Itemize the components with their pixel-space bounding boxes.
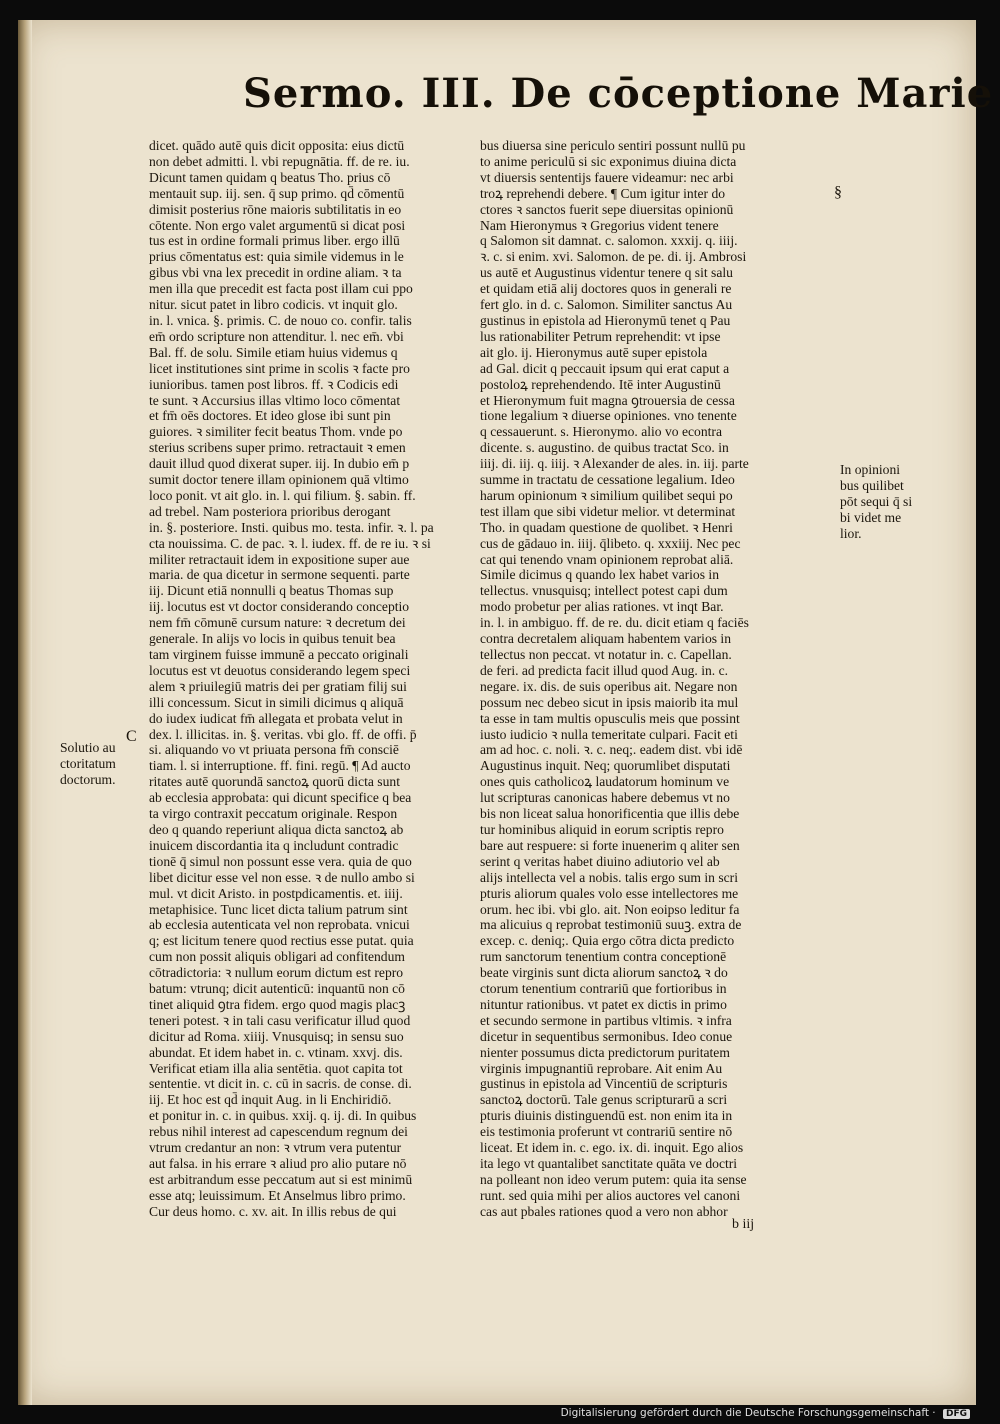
- text-line: inuicem discordantia ita q includunt contradic: [149, 837, 399, 853]
- text-line: de feri. ad predicta facit illud quod Aug. in. c.: [480, 662, 729, 678]
- text-line: to anime periculū si sic exponimus diuina dicta: [480, 153, 737, 169]
- marginal-note-line: ctoritatum: [60, 756, 116, 771]
- marginal-note-line: pōt sequi q̄ si: [840, 494, 913, 509]
- text-line: excep. c. deniq;. Quia ergo cōtra dicta predicto: [480, 933, 735, 949]
- text-line: iij. Dicunt etiā nonnulli q beatus Thomas sup: [149, 583, 394, 599]
- text-line: bis non liceat salua honorificentia que illis debe: [480, 806, 740, 822]
- text-line: loco ponit. vt ait glo. in. l. qui filium. §. sabin. ff.: [149, 487, 416, 503]
- text-line: nem fm̄ cōmunē cursum nature: ꝛ decretum dei: [149, 615, 406, 631]
- text-column-right: [480, 138, 798, 1220]
- text-line: cat qui tenendo vnam opinionem reprobat aliā.: [480, 551, 734, 567]
- text-line: tus est in ordine formali primus liber. ergo illū: [149, 233, 400, 249]
- text-line: possum nec debeo sicut in ipsis maiorib ita mul: [480, 694, 739, 710]
- text-line: pturis diuinis distinguendū est. non enim ita in: [480, 1108, 733, 1124]
- text-line: gibus vbi vna lex precedit in ordine aliam. ꝛ ta: [149, 265, 402, 281]
- text-line: te sunt. ꝛ Accursius illas vltimo loco cōmentat: [149, 392, 401, 408]
- text-line: iiij. di. iij. q. iiij. ꝛ Alexander de ales. in. iij. parte: [480, 456, 749, 472]
- page-gutter-edge: [18, 20, 32, 1405]
- text-line: iunioribus. tamen post libros. ff. ꝛ Codicis edi: [149, 376, 399, 392]
- text-line: gustinus in epistola ad Hieronymū tenet q Pau: [480, 312, 731, 328]
- text-line: cōtradictoria: ꝛ nullum eorum dictum est repro: [149, 965, 404, 981]
- text-line: bare aut respuere: si forte inuenerim q aliter sen: [480, 837, 740, 853]
- text-line: et ponitur in. c. in quibus. xxij. q. ij. di. In quibus: [149, 1108, 417, 1124]
- text-line: in. §. posteriore. Insti. quibus mo. testa. infir. ꝛ. l. pa: [149, 519, 434, 535]
- text-line: dauit illud quod dixerat super. iij. In dubio em̄ p: [149, 456, 410, 472]
- text-line: et secundo sermone in partibus vltimis. ꝛ infra: [480, 1012, 732, 1028]
- text-line: sumit doctor tenere illam opinionem quā vltimo: [149, 472, 409, 488]
- printed-page: [18, 20, 994, 1405]
- text-line: pturis aliorum quales volo esse intellectores me: [480, 885, 739, 901]
- text-line: rebus nihil interest ad capescendum regnum dei: [149, 1124, 408, 1140]
- text-line: contra decretalem aliquam habentem varios in: [480, 631, 731, 647]
- text-line: alijs intellecta vel a nobis. talis ergo sum in scri: [480, 869, 738, 885]
- marginal-note-line: bus quilibet: [840, 478, 904, 493]
- text-line: bus diuersa sine periculo sentiri possunt nullū pu: [480, 138, 746, 153]
- text-column-left: [149, 138, 467, 1220]
- text-line: vt diuersis sententijs fauere videamur: nec arbi: [480, 169, 734, 185]
- text-line: tione legalium ꝛ diuerse opiniones. vno tenente: [480, 408, 737, 424]
- text-line: ab ecclesia approbata: qui dicunt specifice q bea: [149, 790, 412, 806]
- text-line: maria. de qua dicetur in sermone sequenti. parte: [149, 567, 410, 583]
- text-line: Augustinus inquit. Neq; quorumlibet disputati: [480, 758, 731, 774]
- text-line: us autē et Augustinus videntur tenere q sit salu: [480, 265, 733, 281]
- text-line: non debet admitti. l. vbi repugnātia. ff. de re. iu.: [149, 153, 410, 169]
- text-line: iij. Et hoc est qd̄ inquit Aug. in li Enchiridiō.: [149, 1092, 392, 1108]
- text-line: in. l. vnica. §. primis. C. de nouo co. confir. talis: [149, 312, 412, 328]
- marginal-note-line: lior.: [840, 526, 862, 541]
- marginal-note-left: [60, 740, 116, 788]
- text-line: dicet. quādo autē quis dicit opposita: eius dictū: [149, 138, 405, 153]
- text-line: in. l. in ambiguo. ff. de re. du. dicit etiam q faciēs: [480, 615, 749, 631]
- text-line: tam virginem fuisse immunē a peccato originali: [149, 647, 409, 662]
- text-line: ad trebel. Nam posteriora prioribus derogant: [149, 503, 391, 519]
- text-line: troꝝ reprehendi debere. ¶ Cum igitur inter do: [480, 185, 726, 201]
- text-line: Verificat etiam illa alia sentētia. quot capita tot: [149, 1060, 403, 1076]
- text-line: beate virginis sunt dicta aliorum sanctoꝝ ꝛ do: [480, 965, 728, 981]
- text-line: ab ecclesia autenticata vel non reprobata. vnicui: [149, 917, 410, 933]
- text-line: ita lego vt quantalibet sanctitate quāta ve doctri: [480, 1156, 738, 1171]
- text-line: guiores. ꝛ similiter fecit beatus Thom. vnde po: [149, 424, 403, 440]
- text-line: Bal. ff. de solu. Simile etiam huius videmus q: [149, 344, 398, 360]
- text-line: tinet aliquid ꝯtra fidem. ergo quod magis placꝫ: [149, 996, 406, 1012]
- text-line: iij. locutus est vt doctor considerando conceptio: [149, 599, 410, 615]
- text-line: mul. vt dicit Aristo. in postpdicamentis. et. iiij.: [149, 885, 403, 901]
- text-line: am ad hoc. c. noli. ꝛ. c. neq;. eadem dist. vbi idē: [480, 742, 743, 758]
- text-line: nienter possumus dicta predictorum puritatem: [480, 1044, 730, 1060]
- text-line: Cur deus homo. c. xv. ait. In illis rebus de qui: [149, 1203, 397, 1219]
- text-line: dicente. s. augustino. de quibus tractat Sco. in: [480, 440, 729, 456]
- text-line: locutus est vt deuotus considerando legem speci: [149, 662, 411, 678]
- text-line: nitur. sicut patet in libro codicis. vt inquit glo.: [149, 297, 398, 313]
- text-line: alem ꝛ priuilegiū matris dei per gratiam filij sui: [149, 678, 407, 694]
- text-line: dimisit posterius rōne maioris subtilitatis in eo: [149, 201, 402, 217]
- text-line: postoloꝝ reprehendendo. Itē inter Augustinū: [480, 376, 721, 392]
- text-line: ta virgo contraxit peccatum originale. Respon: [149, 806, 398, 822]
- text-line: Tho. in quadam questione de quolibet. ꝛ Henri: [480, 519, 733, 535]
- text-line: dex. l. illicitas. in. §. veritas. vbi glo. ff. de offi. p̄: [149, 726, 417, 742]
- signature-mark: b iij: [732, 1217, 755, 1232]
- text-line: harum opinionum ꝛ similium quilibet sequi po: [480, 487, 733, 503]
- text-line: illi concessum. Sicut in simili dicimus q aliquā: [149, 694, 404, 710]
- text-line: fert glo. in d. c. Salomon. Similiter sanctus Au: [480, 297, 733, 313]
- text-line: liceat. Et idem in. c. ego. ix. di. inquit. Ego alios: [480, 1140, 744, 1156]
- text-line: generale. In alijs vo locis in quibus tenuit bea: [149, 631, 396, 647]
- text-line: dicetur in sequentibus sermonibus. Ideo conue: [480, 1028, 733, 1044]
- text-line: libet dicitur esse vel non esse. ꝛ de nullo ambo si: [149, 869, 415, 885]
- text-line: cōtente. Non ergo valet argumentū si dicat posi: [149, 217, 406, 233]
- text-line: et Hieronymum fuit magna ꝯtrouersia de cessa: [480, 392, 735, 408]
- text-line: et quidam etiā alij doctores quos in generali re: [480, 281, 732, 297]
- text-line: ait glo. ij. Hieronymus autē super epistola: [480, 344, 708, 360]
- marginal-note-line: doctorum.: [60, 772, 116, 787]
- text-line: est arbitrandum esse peccatum aut si est minimū: [149, 1171, 413, 1187]
- text-line: gustinus in epistola ad Vincentiū de scripturis: [480, 1076, 728, 1092]
- text-line: Nam Hieronymus ꝛ Gregorius vident tenere: [480, 217, 719, 233]
- text-line: tiam. l. si interruptione. ff. fini. regū. ¶ Ad aucto: [149, 758, 411, 774]
- text-line: prius cōmentatus est: quia simile videmus in le: [149, 249, 404, 265]
- text-line: do iudex iudicat fm̄ allegata et probata velut in: [149, 710, 403, 726]
- dfg-logo: DFG: [943, 1409, 970, 1419]
- text-line: nituntur rationibus. vt patet ex dictis in primo: [480, 996, 727, 1012]
- text-line: abundat. Et idem habet in. c. vtinam. xxvj. dis.: [149, 1044, 403, 1060]
- text-line: rum sanctorum tenentium contra conceptionē: [480, 949, 727, 965]
- text-line: sanctoꝝ doctorū. Tale genus scripturarū a scri: [480, 1092, 728, 1108]
- text-line: cta nouissima. C. de pac. ꝛ. l. iudex. ff. de re iu. ꝛ si: [149, 535, 431, 551]
- text-line: ad Gal. dicit q peccauit ipsum qui erat caput a: [480, 360, 730, 376]
- text-line: test illam que sibi videtur melior. vt determinat: [480, 503, 736, 519]
- text-line: q; est licitum tenere quod rectius esse putat. quia: [149, 933, 414, 949]
- text-line: ritates autē quorundā sanctoꝝ quorū dicta sunt: [149, 774, 400, 790]
- text-line: tur hominibus aliquid in eorum scriptis repro: [480, 821, 724, 837]
- text-line: q cessauerunt. s. Hieronymo. alio vo econtra: [480, 424, 722, 440]
- marginal-note-line: Solutio au: [60, 740, 116, 755]
- text-line: lus rationabiliter Petrum reprehendit: vt ipse: [480, 328, 721, 344]
- text-line: licet institutiones sint prime in scolis ꝛ facte pro: [149, 360, 410, 376]
- text-line: teneri potest. ꝛ in tali casu verificatur illud quod: [149, 1012, 411, 1028]
- text-line: Dicunt tamen quidam q beatus Tho. prius cō: [149, 169, 391, 185]
- text-line: sterius scribens super primo. retractauit ꝛ emen: [149, 440, 406, 456]
- text-line: orum. hec ibi. vbi glo. ait. Non eoipso leditur fa: [480, 901, 740, 917]
- text-line: tellectus non peccat. vt notatur in. c. Capellan.: [480, 647, 732, 662]
- text-line: lut scripturas canonicas habere debemus vt no: [480, 790, 730, 806]
- page-header: Sermo. III. De cōceptione Marie: [243, 70, 994, 117]
- text-line: vtrum credantur an non: ꝛ vtrum vera putentur: [149, 1140, 402, 1156]
- text-line: cus de gādauo in. iiij. q̄libeto. q. xxxiij. Nec pec: [480, 535, 741, 551]
- text-line: eis testimonia proferunt vt contrariū sentire nō: [480, 1124, 733, 1140]
- text-line: cum non possit aliquis obligari ad confitendum: [149, 949, 405, 965]
- text-line: na polleant non ideo verum putem: quia ita sense: [480, 1171, 747, 1187]
- text-line: esse atq; leuissimum. Et Anselmus libro primo.: [149, 1187, 406, 1203]
- text-line: runt. sed quia mihi per alios auctores vel canoni: [480, 1187, 741, 1203]
- text-line: virginis impugnantiū reprobare. Ait enim Au: [480, 1060, 723, 1076]
- text-line: metaphisice. Tunc licet dicta talium patrum sint: [149, 901, 408, 917]
- text-line: cas aut pbales rationes quod a vero non abhor: [480, 1203, 728, 1219]
- marginal-note-line: bi videt me: [840, 510, 902, 525]
- text-line: ones quis catholicoꝝ laudatorum hominum ve: [480, 774, 730, 790]
- text-line: modo probetur per alias rationes. vt inqt Bar.: [480, 599, 724, 615]
- text-line: ꝛ. c. si enim. xvi. Salomon. de pe. di. ij. Ambrosi: [480, 249, 747, 265]
- marginal-mark-left: C: [126, 728, 137, 745]
- text-line: si. aliquando vo vt priuata persona fm̄ consciē: [149, 742, 399, 758]
- marginal-mark-right: §: [834, 184, 842, 201]
- text-line: summe in tractatu de cessatione legalium. Ideo: [480, 472, 735, 488]
- text-line: q Salomon sit damnat. c. salomon. xxxij. q. iiij.: [480, 233, 738, 249]
- text-line: sententie. vt dicit in. c. cū in sacris. de conse. di.: [149, 1076, 412, 1092]
- text-line: em̄ ordo scripture non attenditur. l. nec em̄. vbi: [149, 328, 404, 344]
- text-line: ctores ꝛ sanctos fuerit sepe diuersitas opinionū: [480, 201, 734, 217]
- text-line: militer retractauit idem in expositione super aue: [149, 551, 410, 567]
- footer-credit: [561, 1407, 970, 1419]
- text-line: mentauit sup. iij. sen. q̄ sup primo. qd̄ cōmentū: [149, 185, 405, 201]
- text-line: Simile dicimus q quando lex habet varios in: [480, 567, 719, 583]
- text-line: ta esse in tam multis opusculis meis que possint: [480, 710, 740, 726]
- text-line: iusto iudicio ꝛ nulla temeritate culpari. Facit eti: [480, 726, 738, 742]
- footer-text: Digitalisierung gefördert durch die Deutsche Forschungsgemeinschaft ·: [560, 1407, 936, 1419]
- text-line: aut falsa. in his errare ꝛ aliud pro alio putare nō: [149, 1156, 407, 1171]
- text-line: et fm̄ oēs doctores. Et ideo glose ibi sunt pin: [149, 408, 391, 424]
- text-line: ma alicuius q reprobat testimoniū suuꝫ. extra de: [480, 917, 742, 933]
- text-line: serint q veritas habet diuino adiutorio vel ab: [480, 853, 720, 869]
- text-line: negare. ix. dis. de suis operibus ait. Negare non: [480, 678, 738, 694]
- marginal-note-right: [840, 462, 912, 542]
- text-line: tionē q̄ simul non possunt esse vera. quia de quo: [149, 853, 412, 869]
- text-line: ctorum tenentium contrariū que fortioribus in: [480, 981, 727, 997]
- text-line: dicitur ad Roma. xiiij. Vnusquisq; in sensu suo: [149, 1028, 404, 1044]
- text-line: men illa que precedit est facta post illam cui ppo: [149, 281, 413, 297]
- text-line: deo q quando reperiunt aliqua dicta sanctoꝝ ab: [149, 821, 404, 837]
- text-line: batum: vtrunq; dicit autenticū: inquantū non cō: [149, 981, 405, 997]
- text-line: tellectus. vnusquisq; intellect potest capi dum: [480, 583, 728, 599]
- marginal-note-line: In opinioni: [840, 462, 901, 477]
